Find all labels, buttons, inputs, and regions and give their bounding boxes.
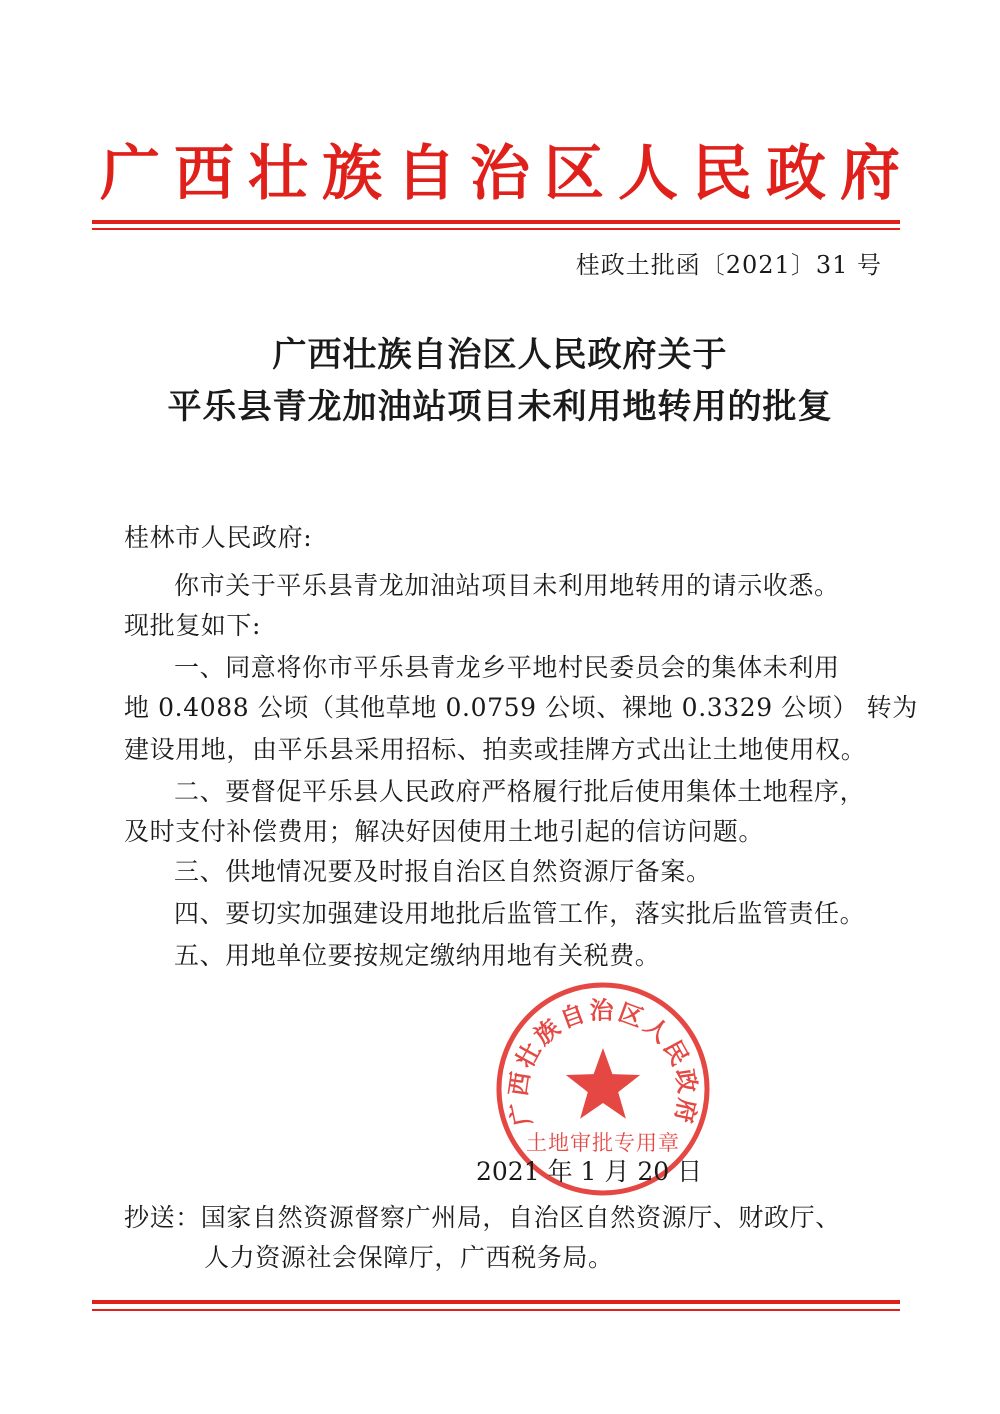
seal-outer-text: 广西壮族自治区人民政府 [503, 995, 703, 1129]
seal-star-icon [566, 1048, 640, 1119]
masthead-rule-thick [92, 220, 900, 224]
body-paragraph-line: 地 0.4088 公顷（其他草地 0.0759 公顷、裸地 0.3329 公顷） 转为 [124, 693, 918, 722]
footer-rule-thin [92, 1309, 900, 1311]
footer-rule-thick [92, 1300, 900, 1304]
cc-line-1: 抄送：国家自然资源督察广州局，自治区自然资源厅、财政厅、 [124, 1203, 841, 1232]
body-paragraph-line: 一、同意将你市平乐县青龙乡平地村民委员会的集体未利用 [174, 653, 840, 682]
addressee: 桂林市人民政府: [124, 523, 313, 552]
body-paragraph-line: 你市关于平乐县青龙加油站项目未利用地转用的请示收悉。 [174, 571, 840, 600]
issue-date: 2021 年 1 月 20 日 [476, 1157, 703, 1186]
document-title-line-2: 平乐县青龙加油站项目未利用地转用的批复 [167, 387, 833, 427]
document-title-line-1: 广西壮族自治区人民政府关于 [272, 335, 728, 375]
seal-inner-text: 土地审批专用章 [526, 1131, 680, 1155]
body-paragraph-line: 及时支付补偿费用；解决好因使用土地引起的信访问题。 [124, 817, 765, 846]
body-paragraph-line: 四、要切实加强建设用地批后监管工作，落实批后监管责任。 [174, 899, 866, 928]
issuer-masthead: 广西壮族自治区人民政府 [100, 139, 914, 209]
body-paragraph-line: 二、要督促平乐县人民政府严格履行批后使用集体土地程序， [174, 777, 866, 806]
body-paragraph-line: 现批复如下: [124, 611, 262, 640]
document-number: 桂政土批函〔2021〕31 号 [575, 251, 882, 279]
body-paragraph-line: 建设用地，由平乐县采用招标、拍卖或挂牌方式出让土地使用权。 [124, 735, 867, 764]
cc-line-2: 人力资源社会保障厅，广西税务局。 [204, 1243, 614, 1272]
masthead-rule-thin [92, 228, 900, 230]
body-paragraph-line: 三、供地情况要及时报自治区自然资源厅备案。 [174, 857, 712, 886]
body-paragraph-line: 五、用地单位要按规定缴纳用地有关税费。 [174, 941, 661, 970]
